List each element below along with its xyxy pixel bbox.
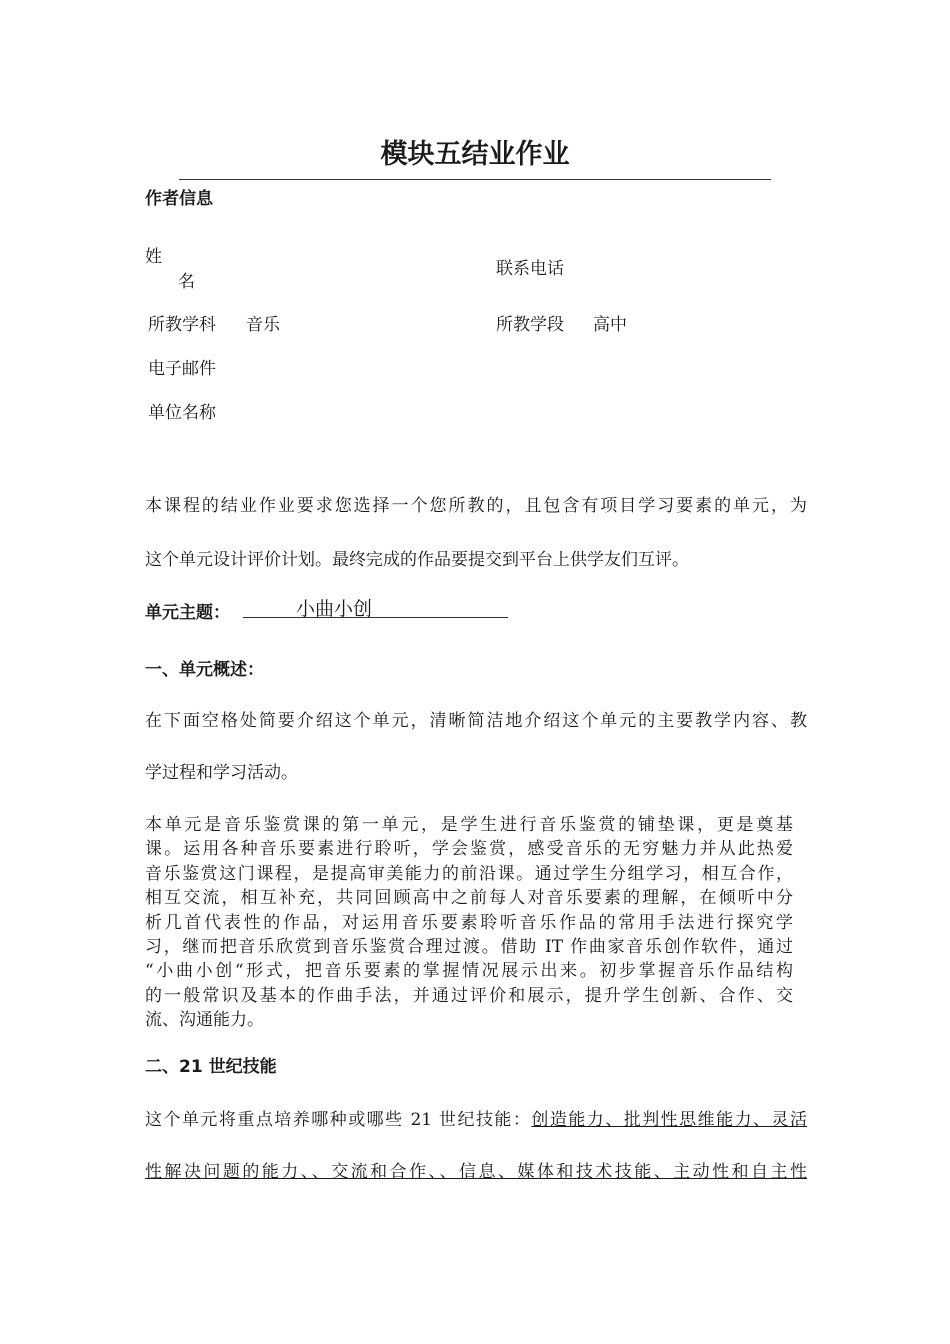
overview-instruction-line-1: 在下面空格处简要介绍这个单元，清晰简洁地介绍这个单元的主要教学内容、教 <box>145 711 807 731</box>
skills-answer-part-1: 创造能力、批判性思维能力、灵活 <box>531 1110 807 1130</box>
subject-label: 所教学科 <box>148 315 216 335</box>
unit-name-label: 单位名称 <box>148 403 216 423</box>
unit-theme-label: 单元主题： <box>145 603 230 623</box>
phone-label: 联系电话 <box>496 259 564 279</box>
name-label-char2: 名 <box>178 272 195 292</box>
intro-line-2: 这个单元设计评价计划。最终完成的作品要提交到平台上供学友们互评。 <box>145 550 689 570</box>
unit-theme-value: 小曲小创 <box>243 594 508 618</box>
overview-body-line: 相互交流，相互补充，共同回顾高中之前每人对音乐要素的理解，在倾听中分 <box>145 888 793 909</box>
skills-heading: 二、21 世纪技能 <box>145 1057 277 1077</box>
overview-body-line: “小曲小创“形式，把音乐要素的掌握情况展示出来。初步掌握音乐作品结构 <box>145 961 793 982</box>
level-value: 高中 <box>593 315 627 335</box>
skills-answer-part-2: 性解决问题的能力、、交流和合作、、信息、媒体和技术技能、主动性和自主性 <box>145 1162 807 1182</box>
skills-line-2 <box>145 1157 807 1182</box>
overview-body-line: 音乐鉴赏这门课程，是提高审美能力的前沿课。通过学生分组学习，相互合作， <box>145 863 793 884</box>
level-label: 所教学段 <box>496 315 564 335</box>
overview-instruction-line-2: 学过程和学习活动。 <box>145 763 298 783</box>
skills-line-1 <box>145 1105 807 1130</box>
page-title: 模块五结业作业 <box>380 139 570 170</box>
overview-body-line: 析几首代表性的作品，对运用音乐要素聆听音乐作品的常用手法进行探究学 <box>145 912 793 933</box>
overview-body-line: 习，继而把音乐欣赏到音乐鉴赏合理过渡。借助 IT 作曲家音乐创作软件，通过 <box>145 937 793 958</box>
skills-prompt: 这个单元将重点培养哪种或哪些 21 世纪技能： <box>145 1110 532 1130</box>
overview-body-line: 流、沟通能力。 <box>145 1010 264 1031</box>
author-info-heading: 作者信息 <box>145 189 213 209</box>
title-divider <box>179 179 771 180</box>
subject-value: 音乐 <box>246 315 280 335</box>
email-label: 电子邮件 <box>148 359 216 379</box>
overview-heading: 一、单元概述： <box>145 660 264 680</box>
overview-body-line: 本单元是音乐鉴赏课的第一单元，是学生进行音乐鉴赏的铺垫课，更是奠基 <box>145 815 793 835</box>
intro-line-1: 本课程的结业作业要求您选择一个您所教的，且包含有项目学习要素的单元，为 <box>145 496 807 516</box>
overview-body-line: 的一般常识及基本的作曲手法，并通过评价和展示，提升学生创新、合作、交 <box>145 985 793 1006</box>
overview-body <box>145 813 793 1033</box>
overview-body-line: 课。运用各种音乐要素进行聆听，学会鉴赏，感受音乐的无穷魅力并从此热爱 <box>145 839 793 860</box>
name-label-char1: 姓 <box>145 247 162 267</box>
